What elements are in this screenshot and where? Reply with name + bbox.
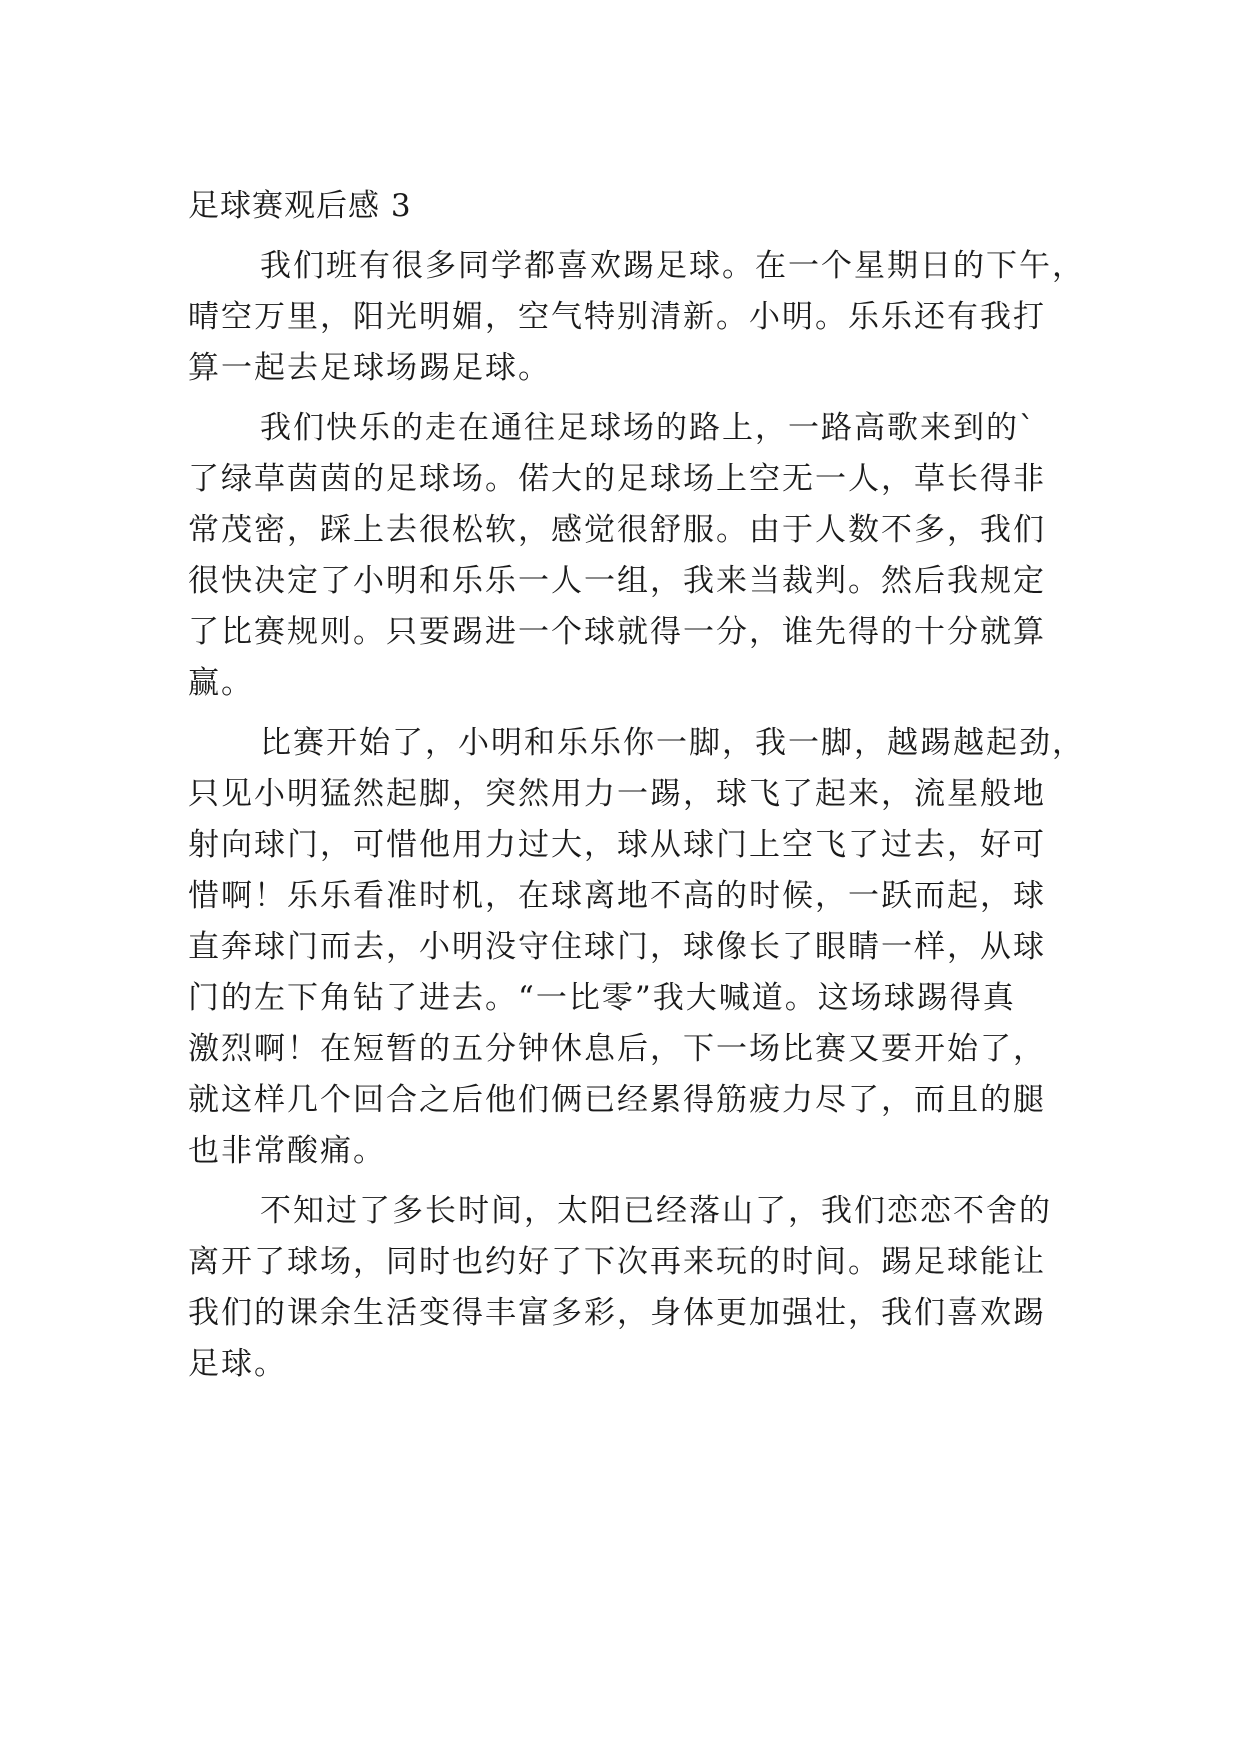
paragraph-line: 足球。 <box>188 1346 287 1382</box>
paragraph-line: 射向球门，可惜他用力过大，球从球门上空飞了过去，好可 <box>188 827 1046 863</box>
paragraph-line: 也非常酸痛。 <box>188 1133 386 1169</box>
paragraph-line: 晴空万里，阳光明媚，空气特别清新。小明。乐乐还有我打 <box>188 299 1046 335</box>
paragraph-line: 我们班有很多同学都喜欢踢足球。在一个星期日的下午， <box>260 248 1085 284</box>
paragraph-line: 直奔球门而去，小明没守住球门，球像长了眼睛一样，从球 <box>188 929 1046 965</box>
document-body <box>188 186 1098 1404</box>
paragraph-line: 了比赛规则。只要踢进一个球就得一分，谁先得的十分就算 <box>188 614 1046 650</box>
paragraph-line: 不知过了多长时间，太阳已经落山了，我们恋恋不舍的 <box>260 1193 1052 1229</box>
paragraph-3 <box>188 723 1098 1171</box>
paragraph-line: 门的左下角钻了进去。“一比零”我大喊道。这场球踢得真 <box>188 980 1016 1016</box>
paragraph-line: 算一起去足球场踢足球。 <box>188 350 551 386</box>
paragraph-line: 比赛开始了，小明和乐乐你一脚，我一脚，越踢越起劲， <box>260 725 1085 761</box>
paragraph-1 <box>188 246 1098 388</box>
paragraph-2 <box>188 408 1098 703</box>
paragraph-line: 常茂密，踩上去很松软，感觉很舒服。由于人数不多，我们 <box>188 512 1046 548</box>
paragraph-line: 我们快乐的走在通往足球场的路上，一路高歌来到的` <box>260 410 1037 446</box>
paragraph-line: 只见小明猛然起脚，突然用力一踢，球飞了起来，流星般地 <box>188 776 1046 812</box>
paragraph-line: 离开了球场，同时也约好了下次再来玩的时间。踢足球能让 <box>188 1244 1046 1280</box>
paragraph-line: 激烈啊！在短暂的五分钟休息后，下一场比赛又要开始了， <box>188 1031 1046 1067</box>
paragraph-line: 惜啊！乐乐看准时机，在球离地不高的时候，一跃而起，球 <box>188 878 1046 914</box>
paragraph-line: 了绿草茵茵的足球场。偌大的足球场上空无一人，草长得非 <box>188 461 1046 497</box>
paragraph-line: 很快决定了小明和乐乐一人一组，我来当裁判。然后我规定 <box>188 563 1046 599</box>
paragraph-4 <box>188 1191 1098 1384</box>
paragraph-line: 就这样几个回合之后他们俩已经累得筋疲力尽了，而且的腿 <box>188 1082 1046 1118</box>
document-title: 足球赛观后感 3 <box>188 188 412 224</box>
paragraph-line: 赢。 <box>188 665 254 701</box>
paragraph-line: 我们的课余生活变得丰富多彩，身体更加强壮，我们喜欢踢 <box>188 1295 1046 1331</box>
